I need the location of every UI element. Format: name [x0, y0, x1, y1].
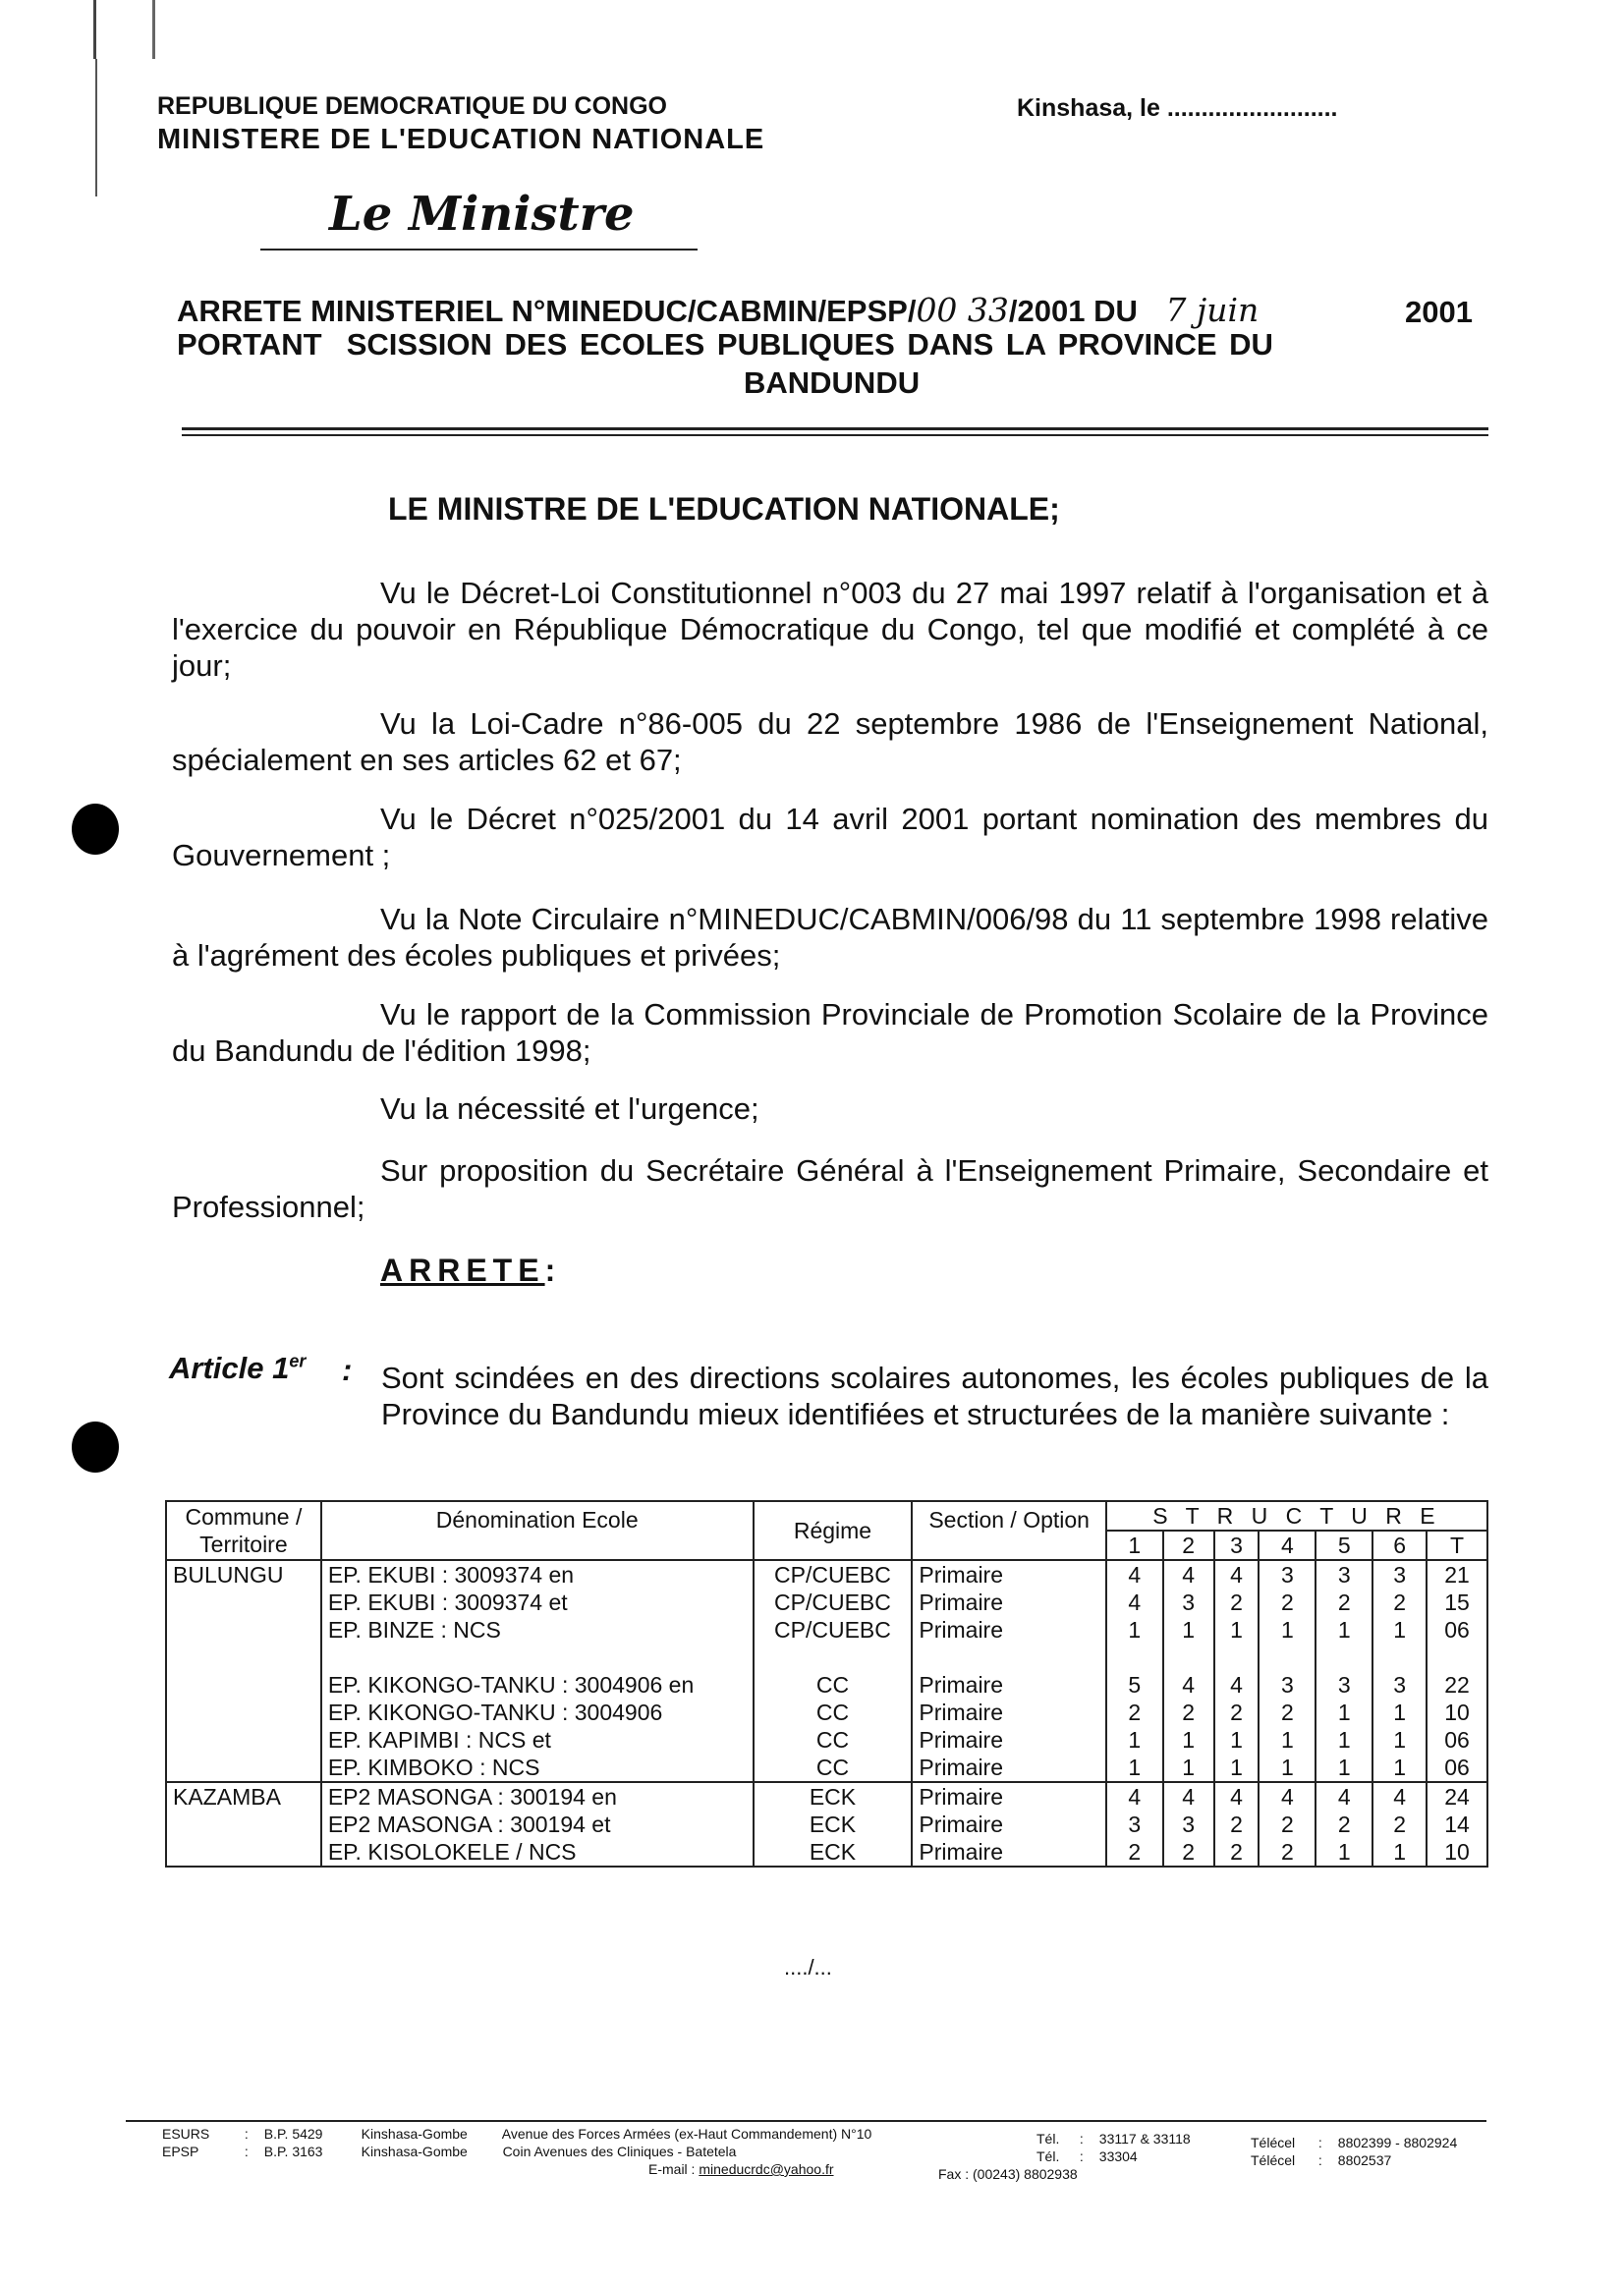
- continuation-mark: ..../...: [784, 1955, 832, 1980]
- consideration-5: Vu le rapport de la Commission Provinciale de Promotion Scolaire de la Province du Bandundu de l'édition 1998;: [172, 997, 1488, 1068]
- structure-col-3: 3: [1214, 1531, 1260, 1560]
- decree-prefix: ARRETE MINISTERIEL N°MINEDUC/CABMIN/EPSP/: [177, 294, 917, 328]
- structure-cell: 4 4 1 5 2 1 1: [1106, 1560, 1163, 1782]
- consideration-2: Vu la Loi-Cadre n°86-005 du 22 septembre 1986 de l'Enseignement National, spécialement en ses articles 62 et 67;: [172, 706, 1488, 777]
- commune-cell: BULUNGU: [166, 1560, 321, 1782]
- article-label: Article 1er: [169, 1351, 307, 1385]
- article-colon: :: [342, 1353, 353, 1387]
- footer-epsp: EPSP: [162, 2144, 199, 2159]
- footer-phone-block: Tél. : 33117 & 33118 Tél. : 33304 Fax : (00243) 8802938: [938, 2131, 1191, 2182]
- structure-total-cell: 24 14 10: [1427, 1782, 1487, 1867]
- decree-year: 2001: [1405, 295, 1473, 329]
- structure-cell: 4 2 1 4 2 1 1: [1214, 1560, 1260, 1782]
- structure-cell: 4 2 2: [1259, 1782, 1316, 1867]
- consideration-7: Sur proposition du Secrétaire Général à l'Enseignement Primaire, Secondaire et Professionnel;: [172, 1153, 1488, 1224]
- footer-tel2: 33304: [1098, 2148, 1138, 2164]
- footer-epsp-bp: B.P. 3163: [263, 2144, 323, 2159]
- table-row: [166, 1560, 1487, 1782]
- section-header: Section / Option: [912, 1501, 1106, 1560]
- structure-cell: 3 2 1 3 1 1 1: [1316, 1560, 1372, 1782]
- footer-telecel2-label: Télécel: [1251, 2152, 1296, 2168]
- footer-tel1: 33117 & 33118: [1098, 2131, 1191, 2147]
- structure-cell: 4 2 1: [1316, 1782, 1372, 1867]
- decree-title-line2: PORTANT SCISSION DES ECOLES PUBLIQUES DANS LA PROVINCE DU: [177, 327, 1273, 362]
- structure-cell: 4 3 1 4 2 1 1: [1163, 1560, 1214, 1782]
- consideration-3: Vu le Décret n°025/2001 du 14 avril 2001 portant nomination des membres du Gouvernement ;: [172, 802, 1488, 872]
- footer-esurs-city: Kinshasa-Gombe: [361, 2126, 468, 2142]
- article-text: Sont scindées en des directions scolaires autonomes, les écoles publiques de la Province du Bandundu mieux identifiées et structurées de la manière suivante :: [381, 1361, 1488, 1431]
- footer-telecel2: 8802537: [1337, 2152, 1392, 2168]
- header-row: [166, 1501, 1487, 1531]
- footer-epsp-city: Kinshasa-Gombe: [361, 2144, 468, 2159]
- footer-esurs-block: ESURS : B.P. 5429 Kinshasa-Gombe Avenue des Forces Armées (ex-Haut Commandement) N°10 EPSP : B.P. 3163 Kinshasa-Gombe Coin Avenues des Cliniques - Batetela E-mail : mineducrdc@yahoo.fr: [162, 2126, 872, 2177]
- structure-col-1: 1: [1106, 1531, 1163, 1560]
- country-name: REPUBLIQUE DEMOCRATIQUE DU CONGO: [157, 92, 667, 120]
- structure-total-cell: 21 15 06 22 10 06 06: [1427, 1560, 1487, 1782]
- arrete-heading: ARRETE:: [380, 1253, 562, 1288]
- structure-col-2: 2: [1163, 1531, 1214, 1560]
- structure-col-4: 4: [1259, 1531, 1316, 1560]
- footer-telecel1-label: Télécel: [1251, 2135, 1296, 2150]
- commune-header: Commune / Territoire: [166, 1501, 321, 1560]
- signature-underline: [260, 249, 698, 251]
- footer-esurs-address: Avenue des Forces Armées (ex-Haut Commandement) N°10: [501, 2126, 872, 2142]
- footer-epsp-address: Coin Avenues des Cliniques - Batetela: [502, 2144, 737, 2159]
- denomination-header: Dénomination Ecole: [321, 1501, 754, 1560]
- place-date: Kinshasa, le .........................: [1017, 94, 1338, 122]
- title-rule: [182, 427, 1488, 430]
- margin-scan-mark: [93, 0, 96, 59]
- punch-hole: [72, 804, 119, 855]
- margin-scan-mark: [152, 0, 155, 59]
- structure-cell: 3 2 1 3 2 1 1: [1259, 1560, 1316, 1782]
- minister-heading: LE MINISTRE DE L'EDUCATION NATIONALE;: [388, 491, 1060, 527]
- denomination-cell: EP2 MASONGA : 300194 en EP2 MASONGA : 300194 et EP. KISOLOKELE / NCS: [321, 1782, 754, 1867]
- footer-fax: (00243) 8802938: [973, 2166, 1078, 2182]
- structure-cell: 4 2 1: [1372, 1782, 1427, 1867]
- structure-cell: 4 3 2: [1163, 1782, 1214, 1867]
- decree-title-line3: BANDUNDU: [744, 365, 921, 400]
- footer-telecel-block: Télécel : 8802399 - 8802924 Télécel : 8802537: [1251, 2135, 1458, 2168]
- footer-esurs: ESURS: [162, 2126, 210, 2142]
- table-row: [166, 1782, 1487, 1867]
- commune-cell: KAZAMBA: [166, 1782, 321, 1867]
- structure-col-6: 6: [1372, 1531, 1427, 1560]
- decree-number: 00 33: [916, 291, 1009, 329]
- footer-esurs-bp: B.P. 5429: [263, 2126, 323, 2142]
- footer-email-label: E-mail :: [648, 2161, 696, 2177]
- decree-mid: /2001 DU: [1008, 294, 1138, 328]
- consideration-6: Vu la nécessité et l'urgence;: [380, 1091, 759, 1126]
- section-cell: Primaire Primaire Primaire: [912, 1782, 1106, 1867]
- signature-title: Le Ministre: [329, 187, 635, 242]
- footer-email[interactable]: mineducrdc@yahoo.fr: [699, 2161, 834, 2177]
- structure-header: S T R U C T U R E: [1106, 1501, 1487, 1531]
- structure-table: [165, 1500, 1488, 1868]
- structure-cell: 3 2 1 3 1 1 1: [1372, 1560, 1427, 1782]
- footer-tel1-label: Tél.: [1036, 2131, 1060, 2147]
- structure-col-5: 5: [1316, 1531, 1372, 1560]
- regime-cell: ECK ECK ECK: [754, 1782, 913, 1867]
- margin-scan-mark: [95, 59, 97, 196]
- title-rule: [182, 434, 1488, 436]
- punch-hole: [72, 1422, 119, 1473]
- footer-rule: [126, 2120, 1486, 2122]
- structure-cell: 4 3 2: [1106, 1782, 1163, 1867]
- denomination-cell: EP. EKUBI : 3009374 en EP. EKUBI : 3009374 et EP. BINZE : NCS EP. KIKONGO-TANKU : 3004906 en EP. KIKONGO-TANKU : 3004906 EP. KAPIMBI : NCS et EP. KIMBOKO : NCS: [321, 1560, 754, 1782]
- footer-fax-label: Fax :: [938, 2166, 970, 2182]
- regime-header: Régime: [754, 1501, 913, 1560]
- decree-date: 7 juin: [1165, 291, 1260, 329]
- consideration-4: Vu la Note Circulaire n°MINEDUC/CABMIN/006/98 du 11 septembre 1998 relative à l'agrément des écoles publiques et privées;: [172, 902, 1488, 973]
- footer-tel2-label: Tél.: [1036, 2148, 1060, 2164]
- section-cell: Primaire Primaire Primaire Primaire Primaire Primaire Primaire: [912, 1560, 1106, 1782]
- structure-col-total: T: [1427, 1531, 1487, 1560]
- ministry-name: MINISTERE DE L'EDUCATION NATIONALE: [157, 124, 765, 155]
- decree-title-line1: [177, 291, 1259, 329]
- consideration-1: Vu le Décret-Loi Constitutionnel n°003 du 27 mai 1997 relatif à l'organisation et à l'exercice du pouvoir en République Démocratique du Congo, tel que modifié et complété à ce jour;: [172, 576, 1488, 683]
- structure-cell: 4 2 2: [1214, 1782, 1260, 1867]
- regime-cell: CP/CUEBC CP/CUEBC CP/CUEBC CC CC CC CC: [754, 1560, 913, 1782]
- footer-telecel1: 8802399 - 8802924: [1337, 2135, 1458, 2150]
